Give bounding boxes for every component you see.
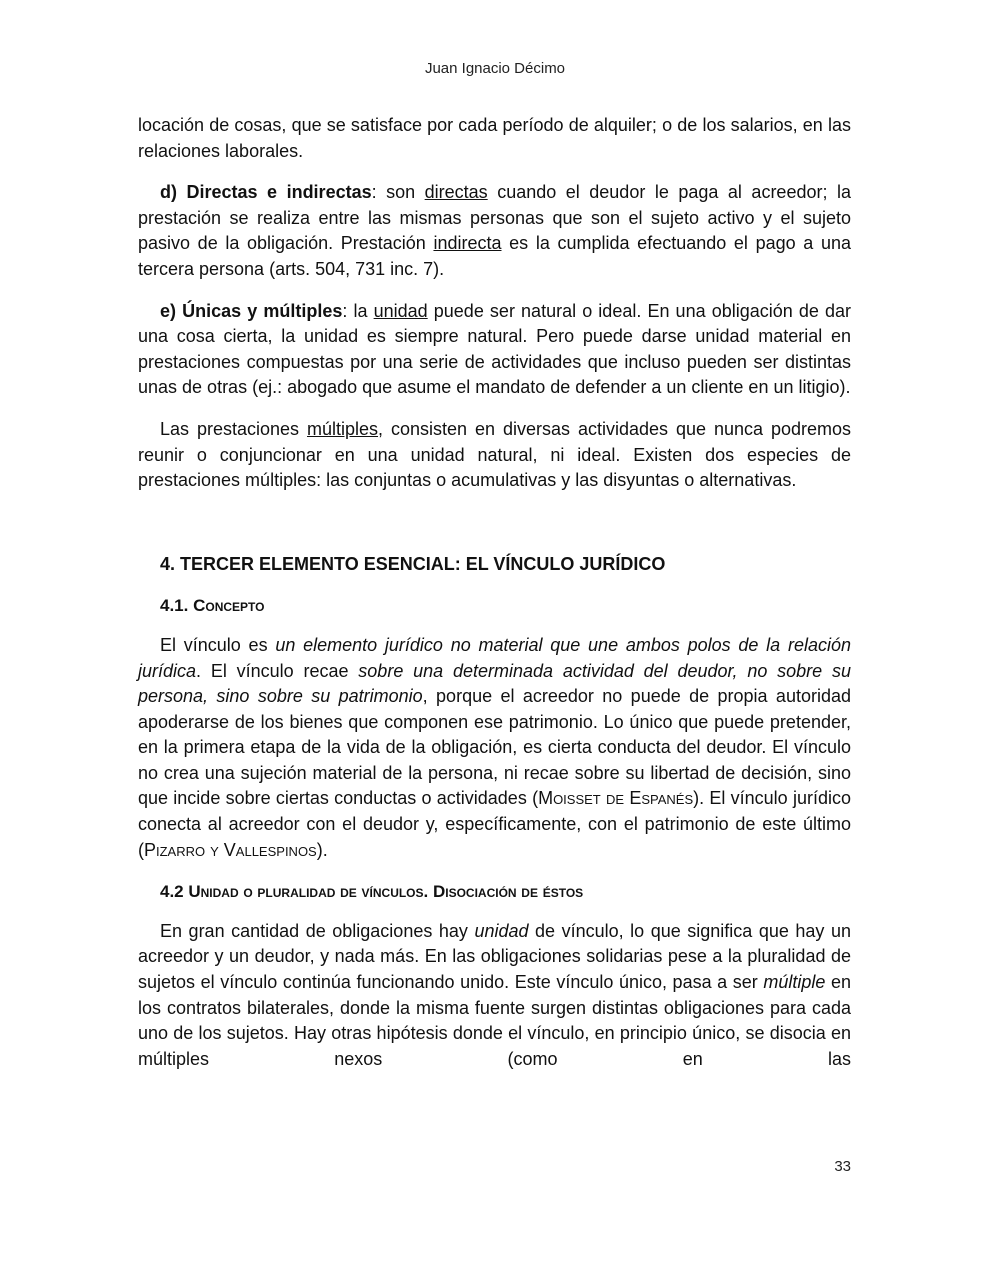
text-run: 4.2 Unidad o pluralidad de vínculos. Disociación de éstos <box>160 882 584 902</box>
underlined-term: unidad <box>373 300 428 321</box>
text-run: El vínculo es <box>160 634 276 655</box>
text-run: cuando el deudor le paga al acreedor; la prestación se realiza entre las mismas personas que son el sujeto activo y el sujeto pasivo de la obligación. Prestación <box>138 182 851 254</box>
bold-term: d) Directas e indirectas <box>160 182 372 203</box>
text-run: 4.1. Concepto <box>160 596 265 616</box>
subsection-heading <box>138 593 851 619</box>
text-run: de vínculo, lo que significa que hay un acreedor y un deudor, y nada más. En las obligaciones solidarias pese a la pluralidad de sujetos el vínculo continúa funcionando unido. Este vínculo único, pasa a ser <box>138 920 851 993</box>
text-run: ). <box>316 839 328 860</box>
underlined-term: múltiples <box>307 418 379 439</box>
paragraph <box>138 633 851 863</box>
text-run: En gran cantidad de obligaciones hay <box>160 920 475 941</box>
bold-term: e) Únicas y múltiples <box>160 300 343 321</box>
paragraph <box>138 180 851 282</box>
italic-text: sobre una determinada actividad del deudor, no sobre su persona, sino sobre su patrimonio <box>138 660 851 707</box>
running-header: Juan Ignacio Décimo <box>424 60 566 77</box>
text-run: 4. TERCER ELEMENTO ESENCIAL: EL VÍNCULO JURÍDICO <box>160 553 666 574</box>
paragraph <box>138 919 851 1073</box>
text-run: Las prestaciones <box>160 418 307 439</box>
text-run: : la <box>342 300 374 321</box>
author-citation: Moisset de Espanés <box>538 788 694 809</box>
underlined-term: indirecta <box>433 233 502 254</box>
text-run: . El vínculo recae <box>196 660 359 681</box>
text-run: : son <box>371 182 425 203</box>
italic-text: un elemento jurídico no material que une ambos polos de la relación jurídica <box>138 634 851 681</box>
document-body <box>138 113 851 1088</box>
paragraph <box>138 113 851 164</box>
text-run: es la cumplida efectuando el pago a una tercera persona (arts. 504, 731 inc. 7). <box>138 233 851 279</box>
author-citation: Pizarro y Vallespinos <box>144 839 317 860</box>
paragraph <box>138 417 851 494</box>
section-heading <box>138 552 851 578</box>
paragraph <box>138 299 851 401</box>
text-run: ). El vínculo jurídico conecta al acreedor con el deudor y, específicamente, con el patrimonio de este último ( <box>138 788 851 860</box>
underlined-term: directas <box>424 182 488 203</box>
text-run: locación de cosas, que se satisface por cada período de alquiler; o de los salarios, en las relaciones laborales. <box>138 115 851 161</box>
subsection-heading <box>138 879 851 905</box>
italic-text: unidad <box>474 920 529 941</box>
italic-text: múltiple <box>763 972 826 993</box>
page-number: 33 <box>834 1158 851 1175</box>
text-run: , porque el acreedor no puede de propia autoridad apoderarse de los bienes que componen ese patrimonio. Lo único que puede pretender, en la primera etapa de la vida de la obligación, es cierta conducta del deudor. El vínculo no crea una sujeción material de la persona, ni recae sobre su libertad de decisión, sino que incide sobre ciertas conductas o actividades ( <box>138 686 851 809</box>
text-run: , consisten en diversas actividades que nunca podremos reunir o conjuncionar en una unidad natural, ni ideal. Existen dos especies de prestaciones múltiples: las conjuntas o acumulativas y las disyuntas o alternativas. <box>138 418 851 491</box>
text-run: puede ser natural o ideal. En una obligación de dar una cosa cierta, la unidad es siempre natural. Pero puede darse unidad material en prestaciones compuestas por una serie de actividades que incluso pueden ser distintas unas de otras (ej.: abogado que asume el mandato de defender a un cliente en un litigio). <box>138 300 852 398</box>
text-run: en los contratos bilaterales, donde la misma fuente surgen distintas obligaciones para cada uno de los sujetos. Hay otras hipótesis donde el vínculo, en principio único, se disocia en múltiples nexos (como en las <box>138 972 851 1069</box>
